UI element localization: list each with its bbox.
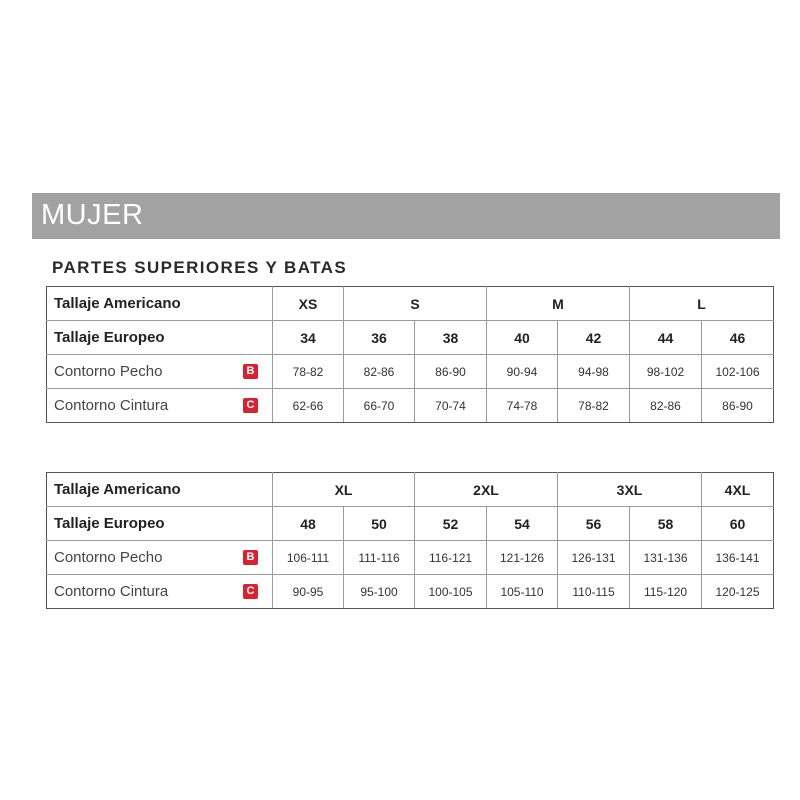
size-table-xs-l [46, 286, 774, 423]
waist-label-cell [47, 389, 273, 423]
european-size-cell: 44 [630, 321, 702, 355]
mujer-banner [32, 193, 780, 239]
banner-title: MUJER [41, 199, 144, 231]
american-size-cell: S [344, 287, 487, 321]
waist-value: 82-86 [630, 389, 702, 423]
chest-value: 126-131 [558, 541, 630, 575]
american-size-row [47, 473, 774, 507]
waist-label-cell [47, 575, 273, 609]
chest-value: 90-94 [487, 355, 558, 389]
chest-value: 94-98 [558, 355, 630, 389]
european-size-cell: 38 [415, 321, 487, 355]
european-size-cell: 56 [558, 507, 630, 541]
european-size-row [47, 321, 774, 355]
european-size-cell: 42 [558, 321, 630, 355]
waist-value: 66-70 [344, 389, 415, 423]
chest-value: 86-90 [415, 355, 487, 389]
chest-row [47, 541, 774, 575]
waist-value: 115-120 [630, 575, 702, 609]
american-size-cell: 4XL [702, 473, 774, 507]
chest-value: 106-111 [273, 541, 344, 575]
chest-value: 116-121 [415, 541, 487, 575]
chest-value: 98-102 [630, 355, 702, 389]
american-size-cell: 3XL [558, 473, 702, 507]
waist-value: 90-95 [273, 575, 344, 609]
waist-value: 105-110 [487, 575, 558, 609]
chest-badge: B [243, 364, 258, 379]
american-size-cell: 2XL [415, 473, 558, 507]
european-size-cell: 54 [487, 507, 558, 541]
european-size-cell: 52 [415, 507, 487, 541]
waist-label: Contorno Cintura [54, 397, 169, 414]
waist-value: 110-115 [558, 575, 630, 609]
waist-value: 78-82 [558, 389, 630, 423]
european-size-cell: 50 [344, 507, 415, 541]
waist-value: 86-90 [702, 389, 774, 423]
chest-label-cell [47, 541, 273, 575]
waist-value: 74-78 [487, 389, 558, 423]
european-size-cell: 40 [487, 321, 558, 355]
chest-label: Contorno Pecho [54, 363, 163, 380]
waist-label: Contorno Cintura [54, 583, 169, 600]
european-size-cell: 36 [344, 321, 415, 355]
chest-value: 136-141 [702, 541, 774, 575]
european-size-cell: 60 [702, 507, 774, 541]
american-size-label: Tallaje Americano [47, 287, 273, 321]
chest-row [47, 355, 774, 389]
european-size-cell: 58 [630, 507, 702, 541]
american-size-cell: XS [273, 287, 344, 321]
chest-value: 131-136 [630, 541, 702, 575]
waist-badge: C [243, 398, 258, 413]
american-size-cell: XL [273, 473, 415, 507]
chest-badge: B [243, 550, 258, 565]
waist-value: 62-66 [273, 389, 344, 423]
waist-badge: C [243, 584, 258, 599]
european-size-row [47, 507, 774, 541]
section-title: PARTES SUPERIORES Y BATAS [52, 258, 348, 277]
chest-label-cell [47, 355, 273, 389]
european-size-cell: 46 [702, 321, 774, 355]
waist-value: 70-74 [415, 389, 487, 423]
american-size-label: Tallaje Americano [47, 473, 273, 507]
chest-value: 78-82 [273, 355, 344, 389]
american-size-row [47, 287, 774, 321]
chest-value: 121-126 [487, 541, 558, 575]
chest-value: 111-116 [344, 541, 415, 575]
european-size-cell: 48 [273, 507, 344, 541]
chest-label: Contorno Pecho [54, 549, 163, 566]
european-size-label: Tallaje Europeo [47, 321, 273, 355]
size-table-xl-4xl [46, 472, 774, 609]
american-size-cell: M [487, 287, 630, 321]
chest-value: 102-106 [702, 355, 774, 389]
waist-value: 100-105 [415, 575, 487, 609]
waist-value: 120-125 [702, 575, 774, 609]
waist-row [47, 575, 774, 609]
waist-row [47, 389, 774, 423]
european-size-label: Tallaje Europeo [47, 507, 273, 541]
european-size-cell: 34 [273, 321, 344, 355]
chest-value: 82-86 [344, 355, 415, 389]
waist-value: 95-100 [344, 575, 415, 609]
american-size-cell: L [630, 287, 774, 321]
